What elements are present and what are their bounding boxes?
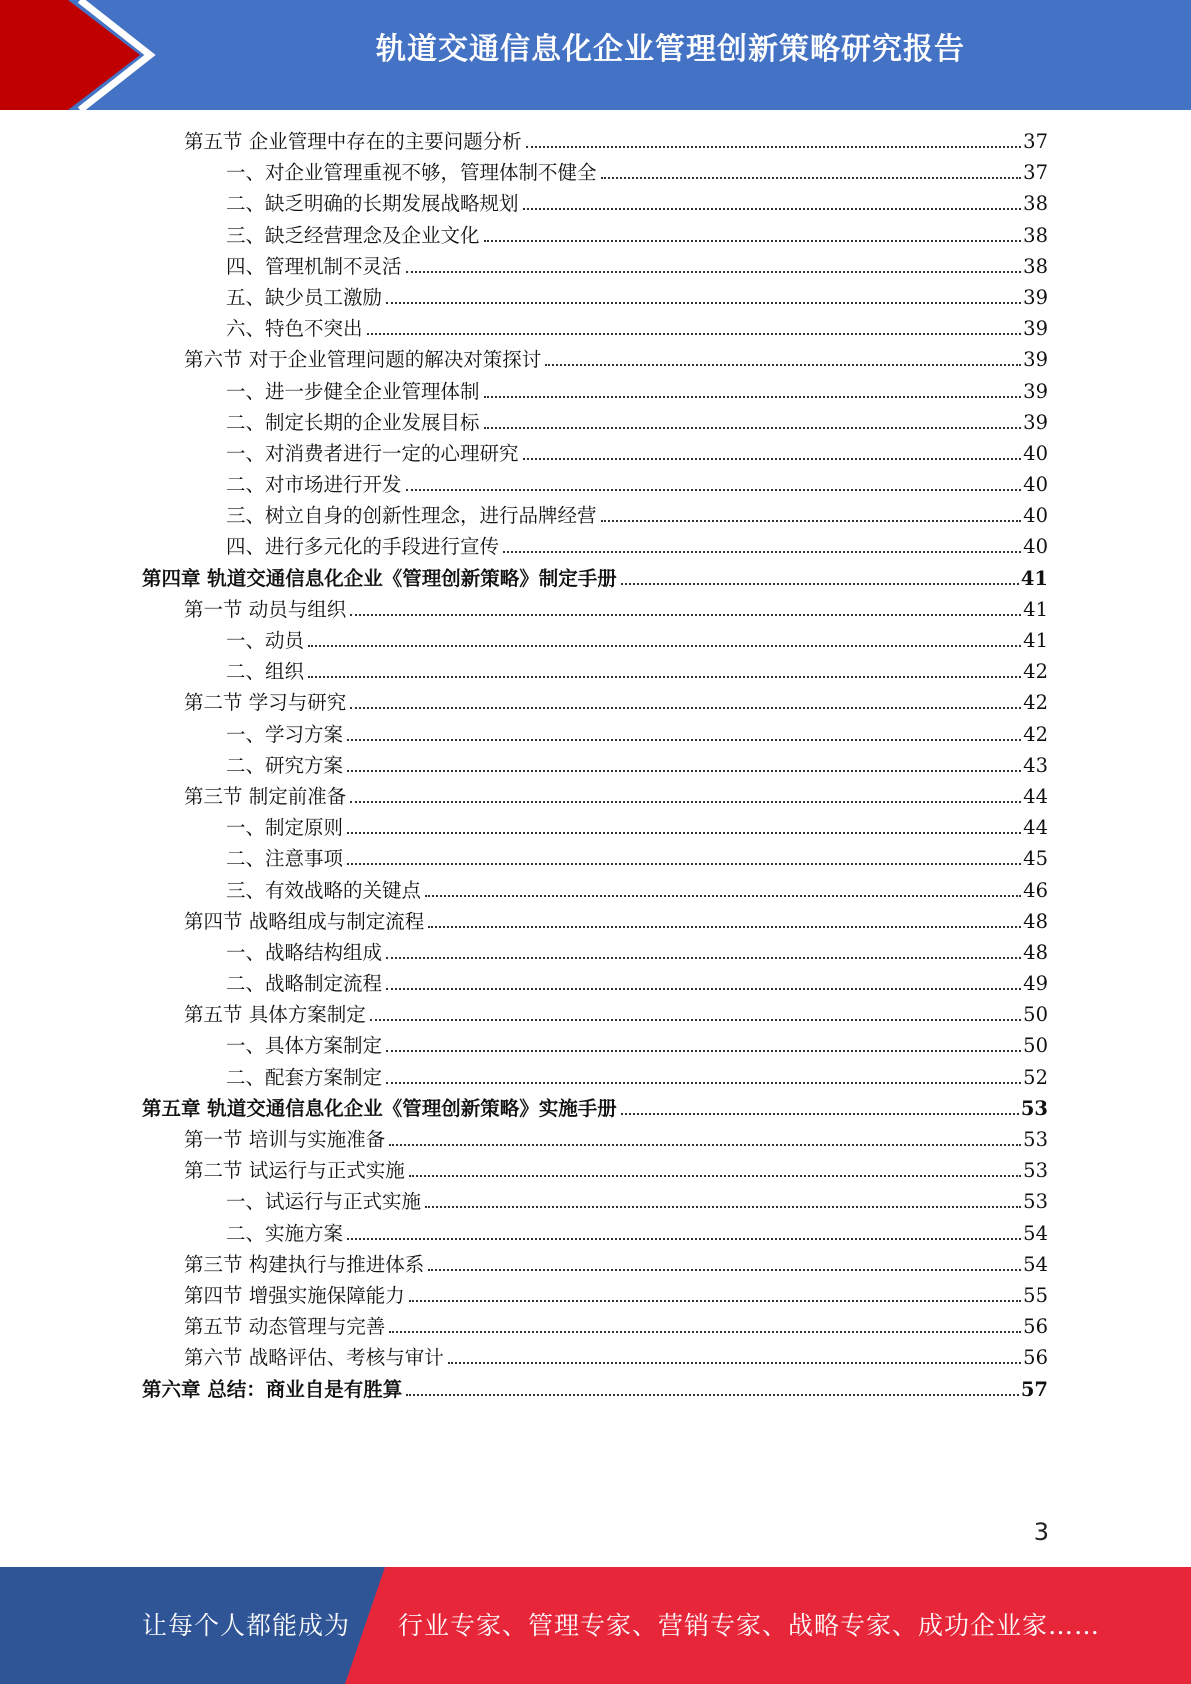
toc-entry-title: 第五章 轨道交通信息化企业《管理创新策略》实施手册 [142,1096,617,1120]
toc-entry-title: 二、研究方案 [226,753,344,777]
toc-entry[interactable] [142,1342,1048,1373]
page-number: 3 [1033,1518,1049,1546]
toc-dot-leader [428,1269,1021,1271]
footer-slogan-right: 行业专家、管理专家、营销专家、战略专家、成功企业家…… [398,1611,1101,1640]
toc-entry-title: 三、缺乏经营理念及企业文化 [226,223,480,247]
toc-entry[interactable] [142,407,1048,438]
toc-page-number: 41 [1023,629,1048,652]
toc-entry-title: 第六章 总结：商业自是有胜算 [142,1377,403,1401]
toc-entry-title: 四、进行多元化的手段进行宣传 [226,535,500,559]
toc-dot-leader [308,645,1021,647]
toc-dot-leader [484,240,1022,242]
toc-entry-title: 第三节 制定前准备 [184,784,347,808]
toc-dot-leader [621,1113,1019,1115]
toc-entry[interactable] [142,563,1048,594]
toc-entry-title: 四、管理机制不灵活 [226,254,402,278]
report-title: 轨道交通信息化企业管理创新策略研究报告 [376,32,965,67]
toc-entry-title: 一、试运行与正式实施 [226,1190,422,1214]
toc-page-number: 40 [1023,504,1048,528]
toc-entry-title: 一、对消费者进行一定的心理研究 [226,441,519,465]
toc-entry-title: 三、树立自身的创新性理念，进行品牌经营 [226,504,597,528]
toc-page-number: 40 [1023,535,1048,559]
toc-entry-title: 一、对企业管理重视不够，管理体制不健全 [226,161,597,185]
toc-entry-title: 一、学习方案 [226,722,344,746]
page-footer [0,1567,1191,1684]
toc-entry[interactable] [142,188,1048,219]
toc-entry[interactable] [142,376,1048,407]
toc-dot-leader [409,1300,1021,1302]
toc-dot-leader [428,926,1021,928]
toc-entry[interactable] [142,1311,1048,1342]
toc-entry-title: 第三节 构建执行与推进体系 [184,1252,425,1276]
toc-entry[interactable] [142,1186,1048,1217]
toc-entry[interactable] [142,656,1048,687]
toc-dot-leader [386,302,1021,304]
toc-page-number: 44 [1023,816,1048,840]
toc-page-number: 40 [1023,473,1048,497]
toc-entry-title: 第五节 企业管理中存在的主要问题分析 [184,130,522,153]
toc-entry[interactable] [142,781,1048,812]
toc-page-number: 53 [1023,1159,1048,1183]
toc-entry[interactable] [142,625,1048,656]
toc-entry-title: 一、制定原则 [226,816,344,840]
toc-entry[interactable] [142,157,1048,188]
toc-entry[interactable] [142,469,1048,500]
toc-dot-leader [406,1394,1019,1396]
toc-page-number: 39 [1023,285,1048,309]
toc-entry-title: 二、战略制定流程 [226,972,383,996]
toc-entry-title: 一、动员 [226,629,305,652]
toc-entry[interactable] [142,875,1048,906]
toc-entry[interactable] [142,313,1048,344]
toc-dot-leader [503,551,1021,553]
toc-dot-leader [386,1082,1021,1084]
toc-entry[interactable] [142,1062,1048,1093]
toc-entry[interactable] [142,438,1048,469]
toc-entry-title: 二、注意事项 [226,847,344,871]
toc-entry[interactable] [142,750,1048,781]
toc-page-number: 38 [1023,254,1048,278]
toc-entry-title: 第一节 动员与组织 [184,597,347,621]
toc-dot-leader [601,177,1022,179]
toc-page-number: 56 [1023,1315,1048,1339]
toc-entry-title: 第一节 培训与实施准备 [184,1128,386,1151]
toc-entry-title: 三、有效战略的关键点 [226,878,422,902]
toc-page-number: 37 [1023,130,1048,153]
toc-entry[interactable] [142,344,1048,375]
toc-entry-title: 一、具体方案制定 [226,1034,383,1058]
toc-page-number: 52 [1023,1065,1048,1089]
toc-entry-title: 第六节 战略评估、考核与审计 [184,1346,444,1370]
toc-page-number: 55 [1023,1283,1048,1307]
toc-page-number: 53 [1023,1128,1048,1151]
toc-dot-leader [386,988,1021,990]
toc-dot-leader [526,146,1021,148]
toc-entry-title: 二、实施方案 [226,1221,344,1245]
toc-entry[interactable] [142,531,1048,562]
toc-entry-title: 第四节 增强实施保障能力 [184,1283,405,1307]
toc-entry[interactable] [142,1124,1048,1155]
toc-page-number: 50 [1023,1034,1048,1058]
toc-dot-leader [409,1175,1021,1177]
toc-dot-leader [350,614,1021,616]
toc-entry-title: 二、组织 [226,660,305,684]
toc-entry[interactable] [142,968,1048,999]
toc-dot-leader [350,707,1021,709]
toc-entry[interactable] [142,906,1048,937]
toc-page-number: 40 [1023,441,1048,465]
toc-dot-leader [350,801,1021,803]
toc-dot-leader [367,333,1022,335]
toc-entry-title: 第二节 试运行与正式实施 [184,1159,405,1183]
toc-page-number: 46 [1023,878,1048,902]
toc-entry-title: 六、特色不突出 [226,317,363,341]
toc-page-number: 45 [1023,847,1048,871]
toc-page-number: 57 [1020,1377,1048,1401]
toc-entry-title: 二、缺乏明确的长期发展战略规划 [226,192,519,216]
toc-entry[interactable] [142,1280,1048,1311]
toc-entry[interactable] [142,126,1048,157]
toc-dot-leader [389,1144,1021,1146]
toc-entry[interactable] [142,1155,1048,1186]
toc-page-number: 42 [1023,660,1048,684]
toc-entry[interactable] [142,500,1048,531]
toc-dot-leader [425,1206,1021,1208]
toc-entry[interactable] [142,1030,1048,1061]
toc-page-number: 39 [1023,410,1048,434]
toc-page-number: 41 [1023,597,1048,621]
toc-entry-title: 一、战略结构组成 [226,940,383,964]
toc-page-number: 39 [1023,317,1048,341]
toc-dot-leader [347,770,1021,772]
toc-entry-title: 二、配套方案制定 [226,1065,383,1089]
toc-dot-leader [386,957,1021,959]
toc-entry[interactable] [142,1093,1048,1124]
toc-page-number: 42 [1023,722,1048,746]
toc-dot-leader [484,427,1022,429]
toc-dot-leader [523,208,1022,210]
toc-page-number: 48 [1023,940,1048,964]
toc-page-number: 48 [1023,909,1048,933]
page-header [0,0,1191,110]
toc-entry[interactable] [142,687,1048,718]
toc-dot-leader [448,1362,1021,1364]
toc-page-number: 37 [1023,161,1048,185]
toc-dot-leader [347,1238,1021,1240]
toc-page-number: 54 [1023,1252,1048,1276]
toc-entry-title: 第五节 动态管理与完善 [184,1315,386,1339]
toc-entry[interactable] [142,594,1048,625]
toc-dot-leader [406,489,1022,491]
toc-page-number: 56 [1023,1346,1048,1370]
toc-entry[interactable] [142,251,1048,282]
toc-entry[interactable] [142,1374,1048,1405]
toc-page-number: 41 [1020,566,1048,590]
toc-entry[interactable] [142,282,1048,313]
toc-entry-title: 二、对市场进行开发 [226,473,402,497]
toc-page-number: 53 [1020,1096,1048,1120]
toc-entry[interactable] [142,220,1048,251]
toc-page-number: 42 [1023,691,1048,715]
toc-dot-leader [389,1331,1021,1333]
toc-entry[interactable] [142,719,1048,750]
toc-entry-title: 第六节 对于企业管理问题的解决对策探讨 [184,348,542,372]
toc-entry-title: 一、进一步健全企业管理体制 [226,379,480,403]
toc-entry-title: 五、缺少员工激励 [226,285,383,309]
table-of-contents [142,126,1048,1405]
toc-page-number: 53 [1023,1190,1048,1214]
toc-page-number: 50 [1023,1003,1048,1027]
toc-dot-leader [347,739,1021,741]
toc-entry-title: 第二节 学习与研究 [184,691,347,715]
toc-dot-leader [308,676,1021,678]
toc-dot-leader [601,520,1022,522]
toc-page-number: 43 [1023,753,1048,777]
toc-page-number: 39 [1023,379,1048,403]
toc-page-number: 49 [1023,972,1048,996]
toc-dot-leader [347,863,1021,865]
toc-dot-leader [386,1050,1021,1052]
toc-entry[interactable] [142,937,1048,968]
toc-entry[interactable] [142,843,1048,874]
toc-page-number: 38 [1023,223,1048,247]
toc-entry-title: 二、制定长期的企业发展目标 [226,410,480,434]
toc-dot-leader [425,895,1021,897]
toc-entry-title: 第四节 战略组成与制定流程 [184,909,425,933]
footer-slogan-left: 让每个人都能成为 [142,1611,351,1640]
toc-page-number: 39 [1023,348,1048,372]
toc-entry[interactable] [142,812,1048,843]
toc-dot-leader [545,364,1021,366]
toc-dot-leader [370,1019,1021,1021]
toc-page-number: 54 [1023,1221,1048,1245]
toc-page-number: 44 [1023,784,1048,808]
toc-entry-title: 第四章 轨道交通信息化企业《管理创新策略》制定手册 [142,566,617,590]
toc-page-number: 38 [1023,192,1048,216]
toc-dot-leader [621,583,1019,585]
toc-entry[interactable] [142,1218,1048,1249]
toc-dot-leader [406,271,1022,273]
toc-entry[interactable] [142,1249,1048,1280]
toc-dot-leader [347,832,1021,834]
toc-entry[interactable] [142,999,1048,1030]
toc-dot-leader [484,396,1022,398]
toc-entry-title: 第五节 具体方案制定 [184,1003,366,1027]
toc-dot-leader [523,458,1022,460]
